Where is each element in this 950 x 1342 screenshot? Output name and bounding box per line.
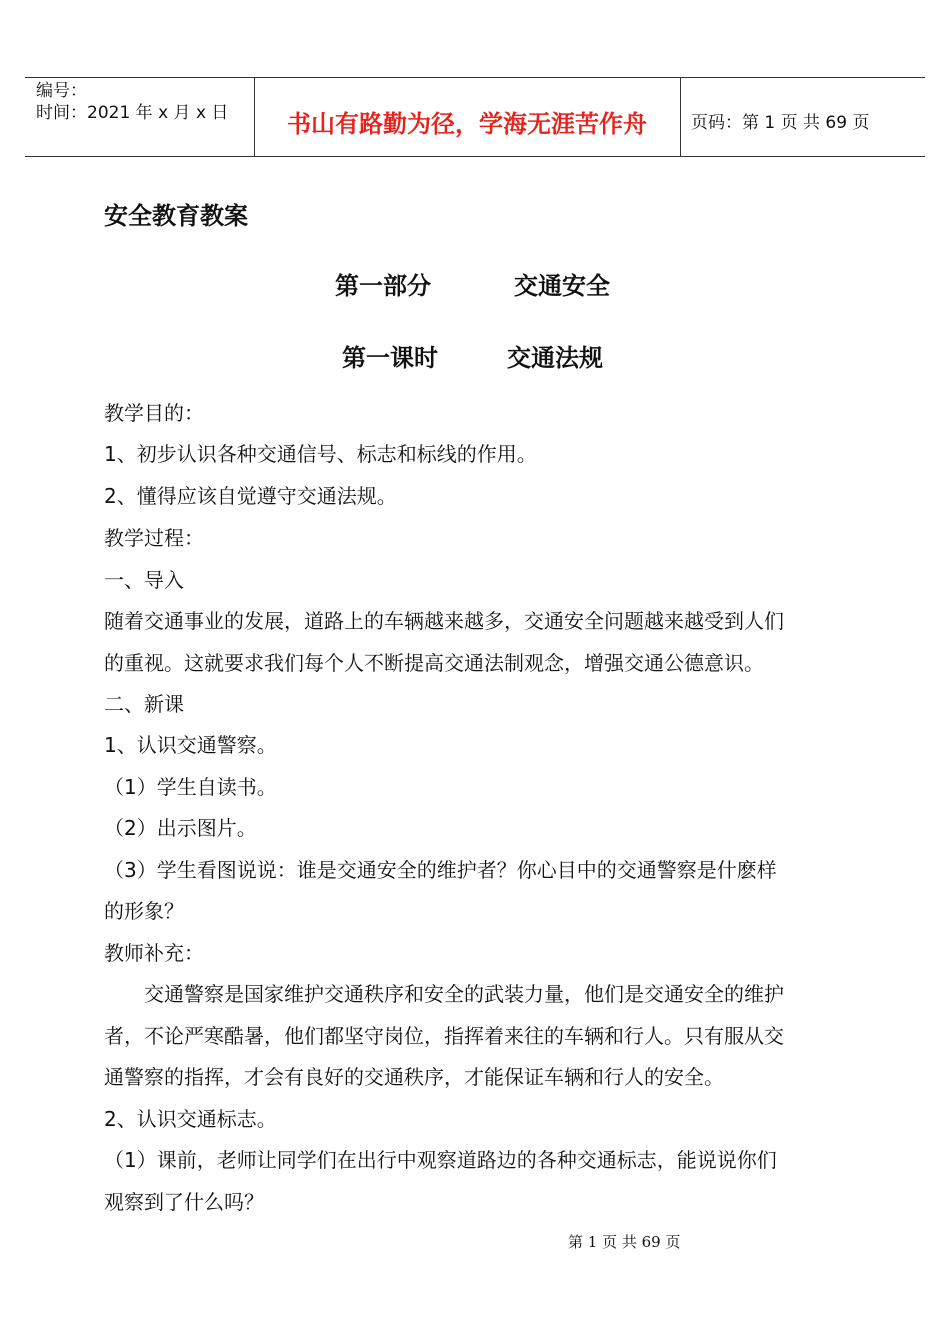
body-line: （3）学生看图说说：谁是交通安全的维护者？你心目中的交通警察是什麽样 (104, 858, 777, 882)
body-line: 教学目的： (104, 401, 204, 425)
document-title: 安全教育教案 (104, 202, 248, 230)
body-line: 的形象？ (104, 899, 184, 923)
body-line: 二、新课 (104, 692, 184, 716)
body-line: （1）学生自读书。 (104, 775, 277, 799)
body-line: 2、认识交通标志。 (104, 1107, 277, 1131)
body-line: 通警察的指挥，才会有良好的交通秩序，才能保证车辆和行人的安全。 (104, 1065, 724, 1089)
page-footer: 第 1 页 共 69 页 (568, 1233, 681, 1251)
body-line: （2）出示图片。 (104, 816, 257, 840)
page-header (25, 77, 925, 157)
body-line: 观察到了什么吗？ (104, 1190, 264, 1214)
body-line: （1）课前，老师让同学们在出行中观察道路边的各种交通标志，能说说你们 (104, 1148, 777, 1172)
body-line: 教师补充： (104, 941, 204, 965)
body-line: 教学过程： (104, 526, 204, 550)
number-label: 编号： (36, 81, 87, 101)
body-line: 者，不论严寒酷暑，他们都坚守岗位，指挥着来往的车辆和行人。只有服从交 (104, 1024, 784, 1048)
lesson-number: 第一课时 (342, 344, 438, 372)
body-line: 2、懂得应该自觉遵守交通法规。 (104, 484, 397, 508)
header-divider (680, 78, 681, 156)
header-page-count: 页码：第 1 页 共 69 页 (691, 113, 870, 133)
body-line: 1、初步认识各种交通信号、标志和标线的作用。 (104, 442, 537, 466)
body-line: 的重视。这就要求我们每个人不断提高交通法制观念，增强交通公德意识。 (104, 651, 764, 675)
part-name: 交通安全 (514, 272, 610, 300)
body-line: 交通警察是国家维护交通秩序和安全的武装力量，他们是交通安全的维护 (144, 982, 784, 1006)
header-motto: 书山有路勤为径，学海无涯苦作舟 (287, 110, 647, 138)
lesson-name: 交通法规 (507, 344, 603, 372)
header-meta (36, 80, 228, 124)
time-label: 时间：2021 年 x 月 x 日 (36, 103, 229, 123)
body-line: 1、认识交通警察。 (104, 733, 277, 757)
part-number: 第一部分 (335, 272, 431, 300)
body-line: 随着交通事业的发展，道路上的车辆越来越多，交通安全问题越来越受到人们 (104, 609, 784, 633)
body-line: 一、导入 (104, 568, 184, 592)
